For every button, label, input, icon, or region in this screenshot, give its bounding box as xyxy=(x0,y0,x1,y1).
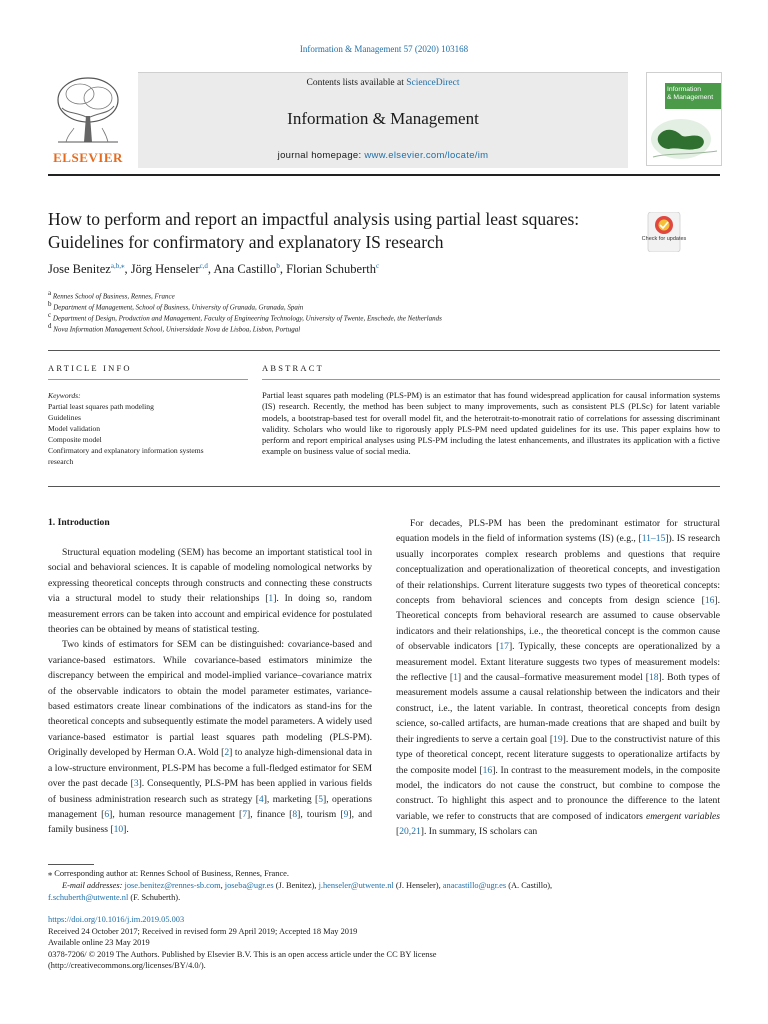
text: ]). IS research usually incorporates complex research problems and questions that require conceptualization and operationalization of theoretical concepts, and investigation of their relationships. Current literature suggests two types of theoretical concepts: concepts from behavioral sciences and concepts from design science [ xyxy=(396,533,720,607)
author-separator: , xyxy=(207,262,214,277)
cover-title xyxy=(667,86,713,102)
text: ]. Due to the constructivist nature of this type of theoretical concept, recent literature suggests to operationalize artifacts by the composite model [ xyxy=(396,733,720,776)
text: (F. Schuberth). xyxy=(128,893,181,902)
text: Two kinds of estimators for SEM can be distinguished: covariance-based and variance-based estimators. While covariance-based estimators minimize the discrepancy between the empirical and model-implied variance–covariance matrix of the observable indicators to obtain the model parameter estimates, variance-based estimators create linear combinations of the indicators as stand-ins for the theoretical concepts and subsequently estimate the model parameters. A widely used variance-based estimator is partial least squares path modeling (PLS-PM). Originally developed by Herman O.A. Wold [ xyxy=(48,639,372,759)
keyword: Model validation xyxy=(48,424,101,433)
text: (J. Henseler), xyxy=(393,881,443,890)
emphasized-term: emergent variables xyxy=(645,810,720,822)
affiliation-mark: d xyxy=(48,322,52,330)
text: ]. Theoretical concepts from behavioral research are assumed to cause observable indicators and their relationships, i.e., the theoretical concept is the common cause of observable indicators [ xyxy=(396,595,720,653)
homepage-prefix: journal homepage: xyxy=(277,150,365,161)
text: ]. In contrast to the measurement models, in the composite model, the indicators do not cause the construct, but combine to compose the construct. To highlight this aspect and to pronounce the difference to the latent variable, we refer to constructs that are composed of indicators xyxy=(396,764,720,822)
text: ]. xyxy=(123,824,129,836)
journal-cover-thumbnail[interactable] xyxy=(646,72,722,166)
footnotes xyxy=(48,868,720,904)
author-separator: , xyxy=(279,262,287,277)
affiliation xyxy=(48,311,718,322)
keywords-label: Keywords: xyxy=(48,391,81,400)
affiliation xyxy=(48,289,718,300)
email-link[interactable]: anacastillo@ugr.es xyxy=(442,881,507,890)
text: ]. Consequently, PLS-PM has been applied in various fields of business administration research such as strategy [ xyxy=(48,778,372,805)
abstract-rule xyxy=(262,379,720,380)
footnote-rule xyxy=(48,864,94,865)
doi-link[interactable]: https://doi.org/10.1016/j.im.2019.05.003 xyxy=(48,915,185,924)
citation-link[interactable]: 2 xyxy=(224,747,230,759)
front-matter-divider xyxy=(48,350,720,351)
abstract-heading: ABSTRACT xyxy=(262,363,324,373)
email-addresses xyxy=(48,880,720,892)
citation-link[interactable]: 8 xyxy=(292,808,298,820)
citation-link[interactable]: 16 xyxy=(704,595,715,607)
email-label: E-mail addresses: xyxy=(62,881,125,890)
corresponding-author-note: ⁎ Corresponding author at: Rennes School of Business, Rennes, France. xyxy=(48,869,289,878)
check-for-updates-label: Check for updates xyxy=(641,236,687,242)
affiliation-text: Department of Design, Production and Management, Faculty of Engineering Technology, University of Twente, Enschede, the Netherlands xyxy=(52,314,442,323)
affiliation-text: Department of Management, School of Business, University of Granada, Granada, Spain xyxy=(53,303,304,312)
email-link[interactable]: jose.benitez@rennes-sb.com xyxy=(124,881,221,890)
license-line: 0378-7206/ © 2019 The Authors. Published by Elsevier B.V. This is an open access article under the CC BY license xyxy=(48,949,437,959)
publisher-wordmark: ELSEVIER xyxy=(53,150,123,165)
abstract-text: Partial least squares path modeling (PLS-PM) is an estimator that has found widespread application for causal information systems (IS) research. Recently, the method has been subject to many improvements, such as consistent PLS (PLSc) for latent variable models, a bootstrap-based test for overall model fit, and the heterotrait-to-monotrait ratio of correlations for assessing discriminant validity. Scholars who would like to rigorously apply PLS-PM need updated guidelines for its use. This paper explains how to perform and report empirical analyses using PLS-PM including the latest enhancements, and illustrates its application with a fictive example on business value of social media. xyxy=(262,390,720,457)
email-link[interactable]: j.henseler@utwente.nl xyxy=(318,881,394,890)
sciencedirect-link[interactable]: ScienceDirect xyxy=(406,78,460,88)
author-separator: , xyxy=(124,262,131,277)
paper-title-line2: Guidelines for confirmatory and explanatory IS research xyxy=(48,232,444,252)
text: (A. Castillo), xyxy=(506,881,553,890)
text: ], and family business [ xyxy=(48,808,373,836)
citation-link[interactable]: 4 xyxy=(258,793,264,805)
text: [ xyxy=(396,826,400,838)
paragraph xyxy=(48,545,372,637)
keywords-block xyxy=(48,390,248,467)
abstract-divider xyxy=(48,486,720,487)
received-dates: Received 24 October 2017; Received in revised form 29 April 2019; Accepted 18 May 2019 xyxy=(48,926,358,936)
cover-globe-image xyxy=(647,109,721,165)
citation-link[interactable]: 18 xyxy=(648,672,659,684)
text: ], human resource management [ xyxy=(109,808,243,820)
keyword: Composite model xyxy=(48,435,102,444)
text: , xyxy=(220,881,225,890)
section-heading-introduction: 1. Introduction xyxy=(48,517,110,528)
affiliation-mark: b xyxy=(48,300,52,308)
citation-link[interactable]: 11–15 xyxy=(641,533,666,545)
text: ], finance [ xyxy=(247,808,293,820)
citation-link[interactable]: 5 xyxy=(318,793,324,805)
keyword: Partial least squares path modeling xyxy=(48,402,154,411)
body-column-left xyxy=(48,545,372,838)
citation-link[interactable]: 9 xyxy=(343,808,349,820)
text: For decades, PLS-PM has been the predominant estimator for structural equation models in the field of information systems (IS) (e.g., [ xyxy=(396,518,720,545)
license-url[interactable]: (http://creativecommons.org/licenses/BY/4.0/). xyxy=(48,961,206,971)
text: ] and the causal–formative measurement model [ xyxy=(457,672,649,684)
affiliation xyxy=(48,300,718,311)
keyword: Confirmatory and explanatory information systems research xyxy=(48,446,204,466)
affiliation-mark: a xyxy=(48,289,52,297)
available-online-date: Available online 23 May 2019 xyxy=(48,938,150,948)
contents-prefix: Contents lists available at xyxy=(306,78,407,88)
journal-homepage-line xyxy=(138,150,628,161)
body-column-right xyxy=(396,516,720,840)
paper-title-line1: How to perform and report an impactful analysis using partial least squares: xyxy=(48,209,580,229)
text: Structural equation modeling (SEM) has become an important statistical tool in social and behavioral sciences. It is capable of modeling nomological networks by expressing theoretical concepts through constructs and connecting these constructs via a structural model to study their relationships [ xyxy=(48,547,372,605)
author-affiliation-marks[interactable]: c xyxy=(376,262,380,270)
text: ] to analyze high-dimensional data in a low-structure environment, PLS-PM has become a full-fledged estimator for SEM over the past decade [ xyxy=(48,747,373,790)
article-info-heading: ARTICLE INFO xyxy=(48,363,132,373)
journal-homepage-link[interactable]: www.elsevier.com/locate/im xyxy=(364,150,489,161)
text: ]. Typically, these concepts are operationalized by a measurement model. Extant literature suggests two types of measurement models: the reflective [ xyxy=(396,641,720,684)
author-affiliation-marks[interactable]: a,b,⁎ xyxy=(110,262,125,270)
citation-link[interactable]: 6 xyxy=(104,808,110,820)
text: ]. Both types of measurement models assume a causal relationship between the indicators and their construct, i.e., the latent variable. In contrast, theoretical concepts from design science, so-called artifacts, are human-made creations that are shaped and built by their ingredients to serve a certain goal [ xyxy=(396,672,720,745)
citation-link[interactable]: 10 xyxy=(113,824,124,836)
author-affiliation-marks[interactable]: c,d xyxy=(199,262,208,270)
cover-title-line2: & Management xyxy=(667,94,714,101)
text: ], operations management [ xyxy=(48,793,373,820)
text: ]. In summary, IS scholars can xyxy=(420,826,538,838)
publication-info xyxy=(48,914,720,972)
author-name[interactable]: Ana Castillo xyxy=(213,262,277,277)
paragraph xyxy=(48,637,372,837)
affiliation-mark: c xyxy=(48,311,52,319)
citation-link[interactable]: 16 xyxy=(482,764,493,776)
email-link[interactable]: f.schuberth@utwente.nl xyxy=(48,893,129,902)
text: ], tourism [ xyxy=(297,808,344,820)
header-divider xyxy=(48,174,720,176)
author-list xyxy=(48,262,718,277)
article-info-rule xyxy=(48,379,248,380)
affiliation-text: Rennes School of Business, Rennes, France xyxy=(52,292,175,301)
affiliation-text: Nova Information Management School, Universidade Nova de Lisboa, Lisbon, Portugal xyxy=(53,325,301,334)
paragraph xyxy=(396,516,720,840)
email-link[interactable]: joseba@ugr.es xyxy=(224,881,274,890)
contents-available-line xyxy=(138,78,628,88)
author-affiliation-marks[interactable]: b xyxy=(276,262,280,270)
author-name[interactable]: Florian Schuberth xyxy=(286,262,376,277)
text: (J. Benitez), xyxy=(273,881,319,890)
affiliation xyxy=(48,322,718,333)
text: ]. In doing so, random measurement errors can be taken into account and empirical evidence for postulated theories can be obtained by means of statistical testing. xyxy=(48,593,372,636)
citation-link[interactable]: 7 xyxy=(242,808,248,820)
journal-title: Information & Management xyxy=(287,109,479,128)
cover-title-line1: Information xyxy=(667,86,702,93)
check-for-updates-icon[interactable] xyxy=(646,212,682,252)
author-name[interactable]: Jörg Henseler xyxy=(130,262,200,277)
journal-reference[interactable]: Information & Management 57 (2020) 103168 xyxy=(299,44,469,54)
citation-link[interactable]: 20,21 xyxy=(399,826,421,838)
text: ], marketing [ xyxy=(263,793,319,805)
citation-link[interactable]: 1 xyxy=(268,593,274,605)
citation-link[interactable]: 1 xyxy=(453,672,458,684)
citation-link[interactable]: 19 xyxy=(553,733,563,745)
paper-title xyxy=(48,208,638,254)
citation-link[interactable]: 3 xyxy=(133,778,139,790)
email-addresses-continued xyxy=(48,892,720,904)
keyword: Guidelines xyxy=(48,413,81,422)
citation-link[interactable]: 17 xyxy=(499,641,509,653)
author-name[interactable]: Jose Benitez xyxy=(48,262,111,277)
